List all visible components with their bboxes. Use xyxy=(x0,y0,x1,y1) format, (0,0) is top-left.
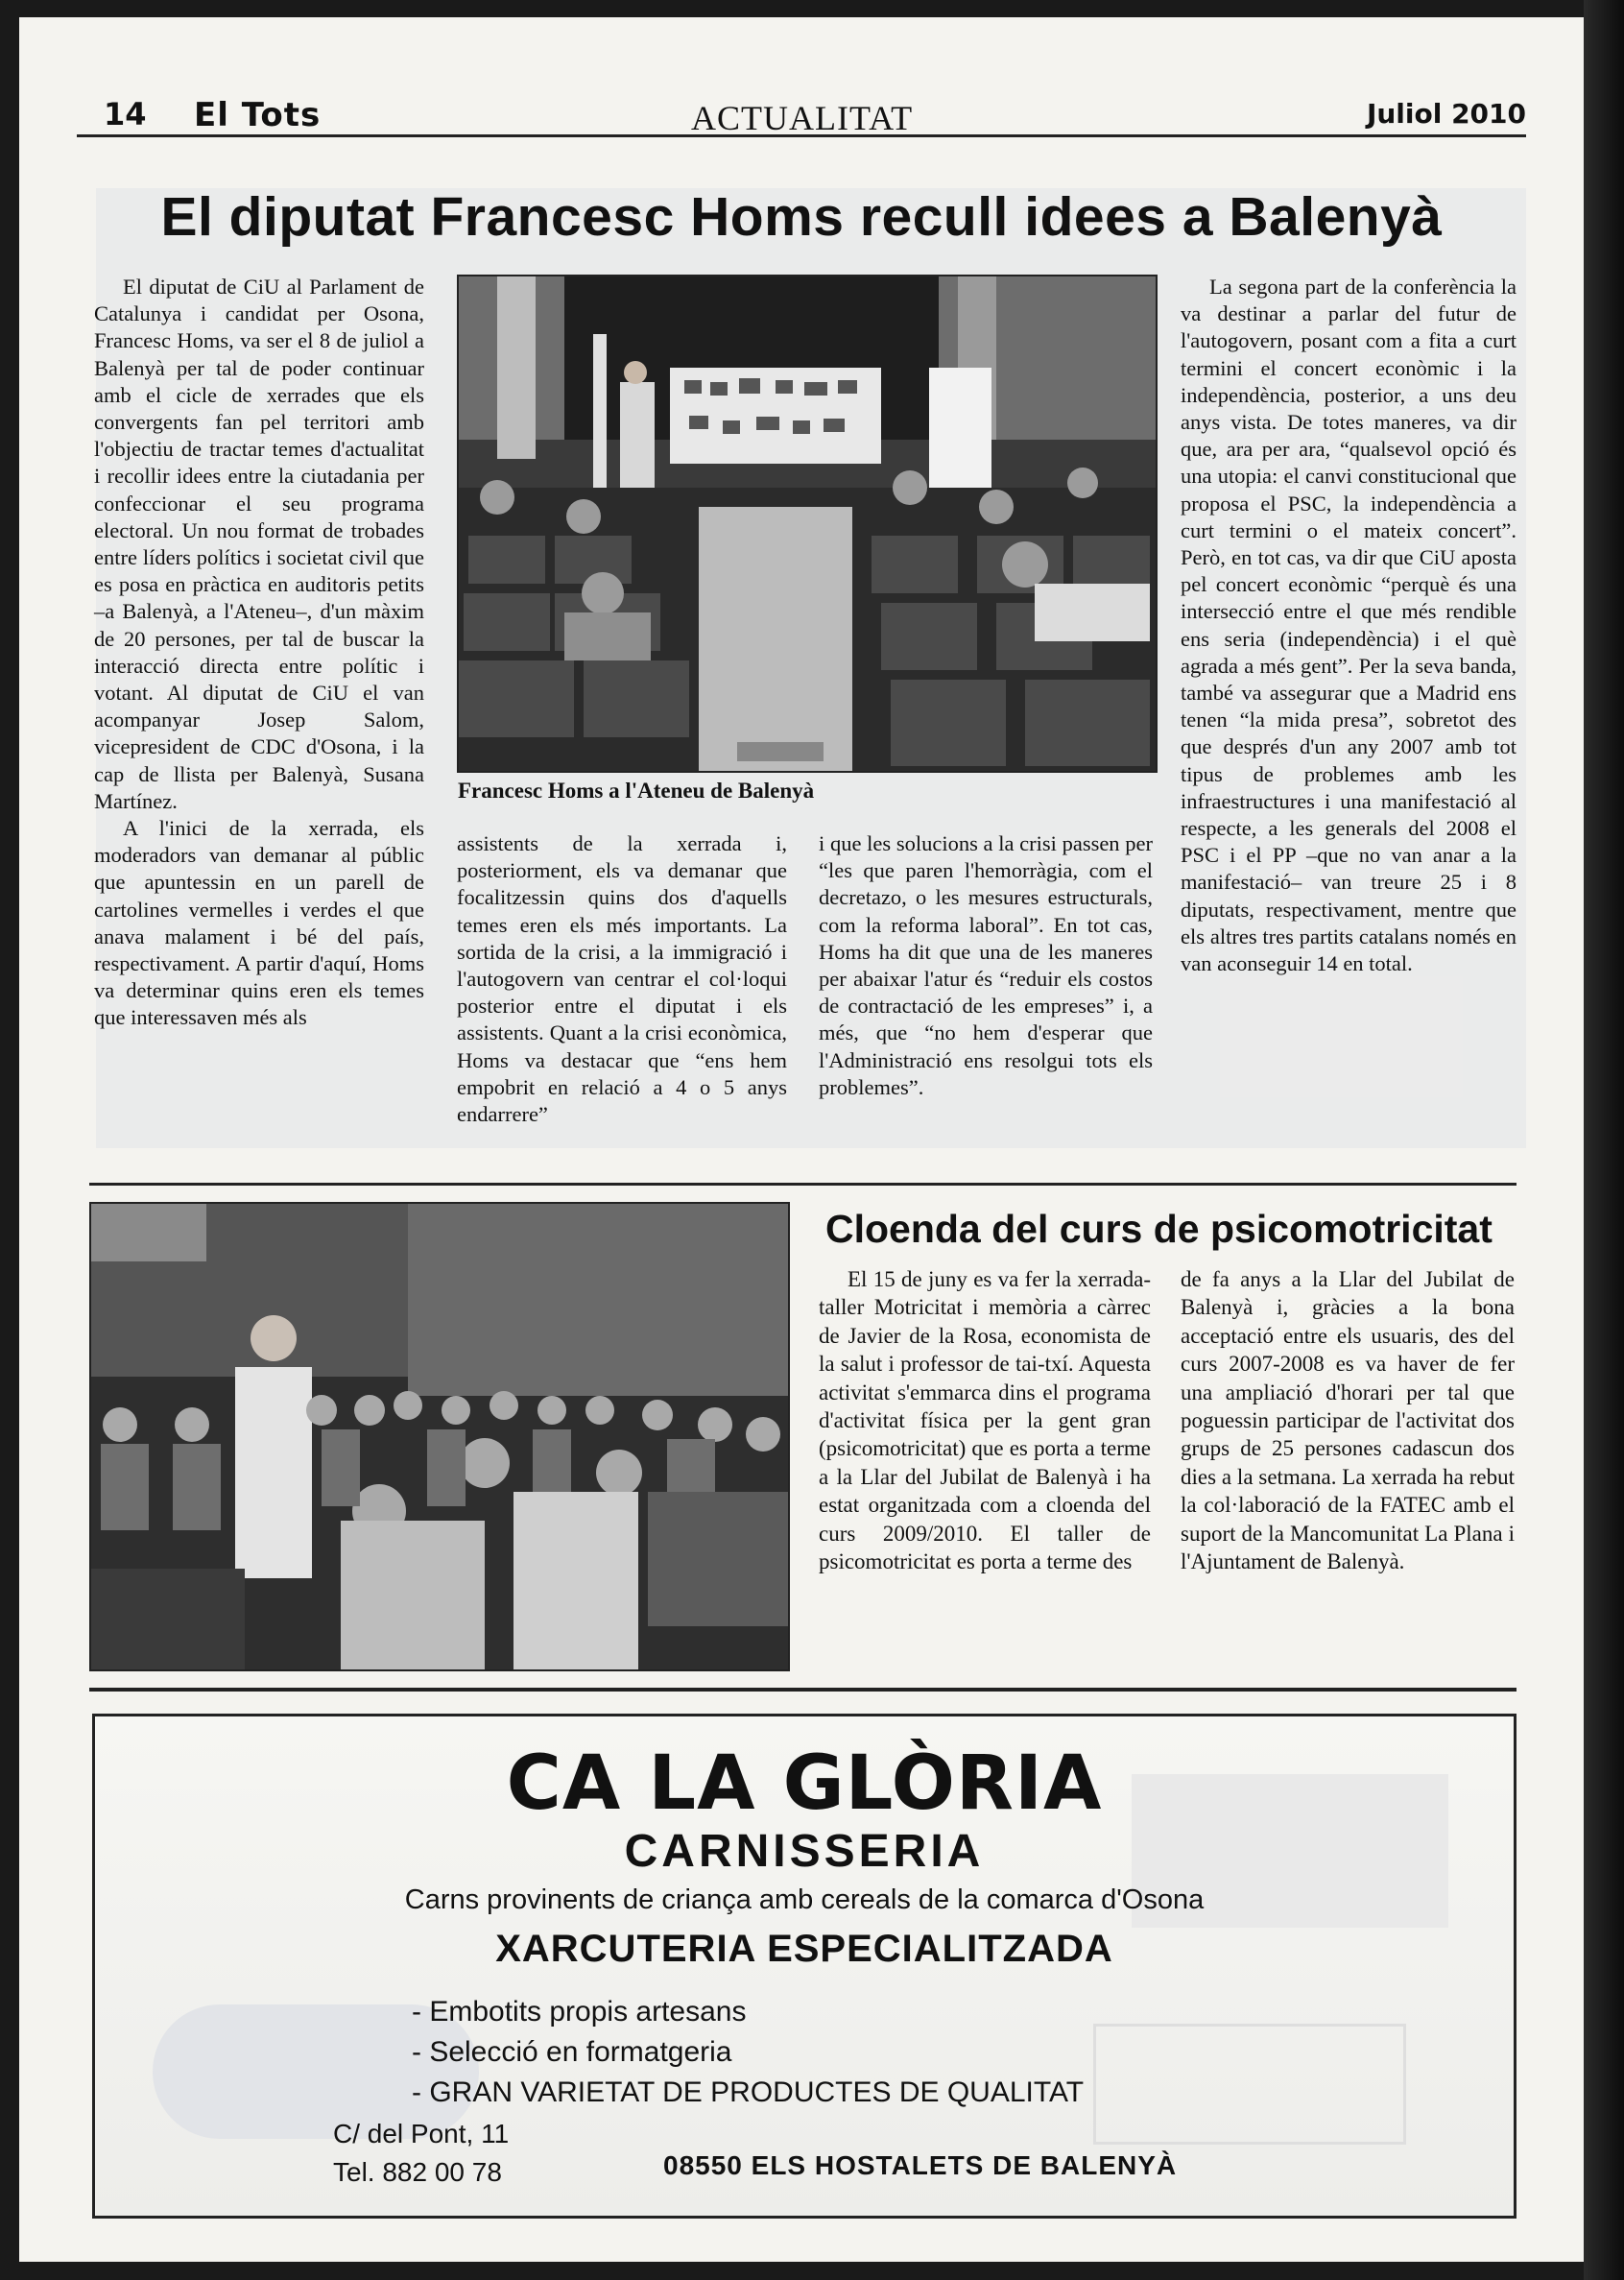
article1-paragraph: La segona part de la conferència la va destinar a parlar del futur de l'autogovern, posant com a fita a curt termini el concert econòmic i la independència, posterior, a uns deu anys vista. De totes maneres, va dir que, ara per ara, “qualsevol opció és una utopia: el canvi constitucional que proposa el PSC, la independència a curt termini o el mateix concert”. Però, en tot cas, va dir que CiU aposta pel concert econòmic “perquè és una intersecció entre el que més rendible ens seria (independència) i el què agrada a més gent”. Per la seva banda, també va assegurar que a Madrid ens tenen “la mida presa”, sobretot des que després d'un any 2007 amb tot tipus de problemes amb les infraestructures i una manifestació al respecte, a les generals del 2008 el PSC i el PP –que no van anar a la manifestació– van treure 25 i 8 diputats, respectivament, mentre que els altres tres partits catalans només en van aconseguir 14 en total. xyxy=(1181,275,1517,976)
shop-name: CA LA GLÒRIA xyxy=(506,1740,1103,1827)
product-item: - Embotits propis artesans xyxy=(412,1996,747,2028)
shop-type: CARNISSERIA xyxy=(624,1826,985,1877)
shop-tagline: Carns provinents de criança amb cereals de la comarca d'Osona xyxy=(404,1884,1205,1915)
advertisement xyxy=(92,1714,1517,2219)
shop-contact xyxy=(333,2115,509,2192)
product-list xyxy=(412,1992,1084,2113)
issue-date: Juliol 2010 xyxy=(1366,98,1526,130)
audience-photo xyxy=(91,1204,788,1669)
article2-headline: Cloenda del curs de psicomotricitat xyxy=(825,1207,1493,1251)
section-divider xyxy=(89,1183,1517,1186)
article1-paragraph: assistents de la xerrada i, posteriorment, els va demanar que focalitzessin quins dos d'aquells temes eren els més importants. La sortida de la crisi, a la immigració i l'autogovern van centrar el col·loqui posterior entre el diputat i els assistents. Quant a la crisi econòmica, Homs va destacar que “ens hem empobrit en relació a 4 o 5 anys endarrere” xyxy=(457,831,787,1127)
page-header xyxy=(77,77,1526,137)
article2-col2 xyxy=(1181,1265,1515,1575)
article2-paragraph: de fa anys a la Llar del Jubilat de Balenyà i, gràcies a la bona acceptació entre els usuaris, des del curs 2007-2008 es va haver de fer una ampliació d'horari per tal que poguessin participar de l'activitat dos grups de 25 persones cadascun dos dies a la setmana. La xerrada ha rebut la col·laboració de la FATEC amb el suport de la Mancomunitat La Plana i l'Ajuntament de Balenyà. xyxy=(1181,1267,1515,1574)
article1-col3 xyxy=(819,830,1153,1101)
page-spine xyxy=(1584,0,1624,2280)
ad-divider xyxy=(89,1688,1517,1692)
article2-col1 xyxy=(819,1265,1151,1575)
product-item: - Selecció en formatgeria xyxy=(412,2036,732,2068)
conference-room-photo xyxy=(459,276,1156,771)
article1-col2 xyxy=(457,830,787,1128)
shop-specialty: XARCUTERIA ESPECIALITZADA xyxy=(495,1928,1113,1970)
article1-paragraph: El diputat de CiU al Parlament de Catalunya i candidat per Osona, Francesc Homs, va ser el 8 de juliol a Balenyà per tal de poder continuar amb el cicle de xerrades que els convergents fan pel territori amb l'objectiu de tractar temes d'actualitat i recollir idees entre la ciutadania per confeccionar el seu programa electoral. Un nou format de trobades entre líders polítics i societat civil que es posa en pràctica en auditoris petits –a Balenyà, a l'Ateneu–, d'un màxim de 20 persones, per tal de buscar la interacció directa entre polític i votant. Al diputat de CiU el van acompanyar Josep Salom, vicepresident de CDC d'Osona, i la cap de llista per Balenyà, Susana Martínez. xyxy=(94,275,424,813)
article1-paragraph: i que les solucions a la crisi passen per “les que paren l'hemorràgia, com el decretazo, o les mesures estructurals, com la reforma laboral”. En tot cas, Homs ha dit que una de les maneres per abaixar l'atur és “reduir els costos de contractació de les empreses” i, a més, que “no hem d'esperar que l'Administració ens resolgui tots els problemes”. xyxy=(819,831,1153,1099)
article1-paragraph: A l'inici de la xerrada, els moderadors van demanar al públic que apuntessin en un parell de cartolines vermelles i verdes el que anava malament i bé del país, respectivament. A partir d'aquí, Homs va determinar quins eren els temes que interessaven més als xyxy=(94,816,424,1030)
product-item: - GRAN VARIETAT DE PRODUCTES DE QUALITAT xyxy=(412,2076,1085,2108)
photo-caption: Francesc Homs a l'Ateneu de Balenyà xyxy=(458,779,815,803)
page-number: 14 xyxy=(104,96,147,132)
publication-name: El Tots xyxy=(194,96,322,134)
article2-photo xyxy=(89,1202,790,1671)
shop-phone: Tel. 882 00 78 xyxy=(333,2157,502,2187)
section-title: ACTUALITAT xyxy=(691,99,914,137)
article1-col4 xyxy=(1181,274,1517,977)
ad-show-through-block xyxy=(1093,2024,1406,2145)
article2-paragraph: El 15 de juny es va fer la xerrada-taller Motricitat i memòria a càrrec de Javier de la Rosa, economista de la salut i professor de tai-txí. Aquesta activitat s'emmarca dins el programa d'activitat física per la gent gran (psicomotricitat) que es porta a terme a la Llar del Jubilat de Balenyà i ha estat organitzada com a cloenda del curs 2009/2010. El taller de psicomotricitat es porta a terme des xyxy=(819,1267,1151,1574)
article1-headline: El diputat Francesc Homs recull idees a Balenyà xyxy=(160,186,1443,248)
shop-address: C/ del Pont, 11 xyxy=(333,2119,510,2148)
article1-col1 xyxy=(94,274,424,1032)
article1-photo xyxy=(457,275,1158,773)
shop-town: 08550 ELS HOSTALETS DE BALENYÀ xyxy=(663,2150,1178,2180)
